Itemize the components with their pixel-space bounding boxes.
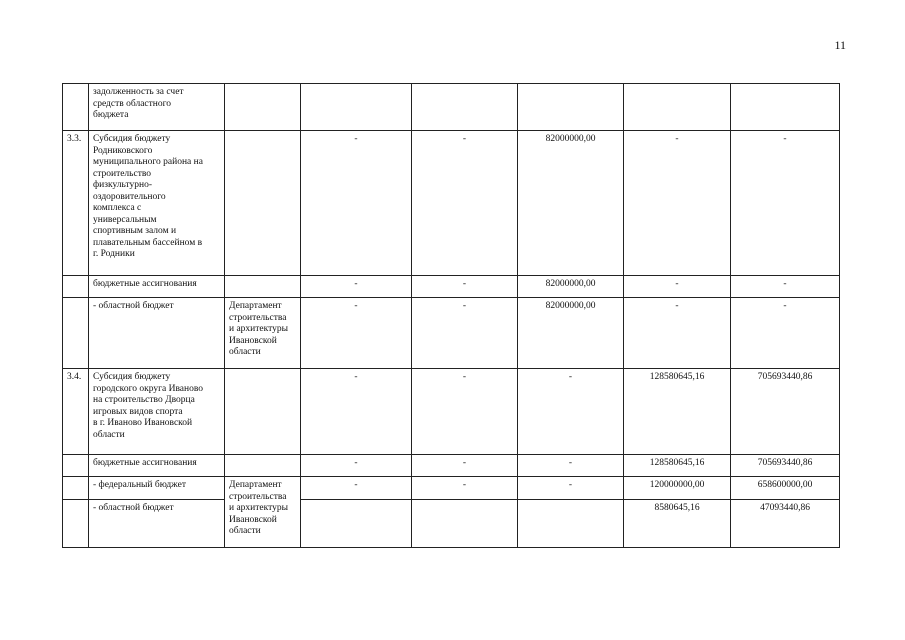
value-cell: - <box>731 131 840 276</box>
row-name: задолженность за счет средств областного бюджета <box>89 84 225 131</box>
value-cell: - <box>518 455 624 477</box>
value-cell <box>412 84 518 131</box>
table-row <box>63 500 840 548</box>
value-cell: 47093440,86 <box>731 500 840 548</box>
value-cell: - <box>412 455 518 477</box>
row-executor: Департамент строительства и архитектуры Ивановской области <box>225 477 301 548</box>
row-name: - федеральный бюджет <box>89 477 225 500</box>
table-row <box>63 131 840 276</box>
value-cell: 705693440,86 <box>731 369 840 455</box>
row-name: - областной бюджет <box>89 500 225 548</box>
value-cell: 8580645,16 <box>624 500 731 548</box>
value-cell: - <box>731 298 840 369</box>
value-cell: 82000000,00 <box>518 131 624 276</box>
value-cell: 82000000,00 <box>518 276 624 298</box>
budget-table <box>62 83 840 548</box>
value-cell <box>624 84 731 131</box>
value-cell: - <box>731 276 840 298</box>
value-cell: - <box>624 298 731 369</box>
table-row <box>63 84 840 131</box>
page-number: 11 <box>834 38 846 52</box>
value-cell <box>518 500 624 548</box>
value-cell: 128580645,16 <box>624 369 731 455</box>
value-cell: - <box>518 477 624 500</box>
value-cell <box>518 84 624 131</box>
row-name: бюджетные ассигнования <box>89 276 225 298</box>
row-name: - областной бюджет <box>89 298 225 369</box>
value-cell: - <box>301 131 412 276</box>
row-executor <box>225 369 301 455</box>
row-index <box>63 455 89 477</box>
value-cell: 120000000,00 <box>624 477 731 500</box>
value-cell: - <box>412 477 518 500</box>
table-row <box>63 276 840 298</box>
table-row <box>63 477 840 500</box>
value-cell: 658600000,00 <box>731 477 840 500</box>
value-cell: - <box>301 477 412 500</box>
row-index <box>63 276 89 298</box>
value-cell <box>301 84 412 131</box>
value-cell: - <box>518 369 624 455</box>
value-cell: 705693440,86 <box>731 455 840 477</box>
table-row <box>63 369 840 455</box>
table-row <box>63 298 840 369</box>
row-executor <box>225 455 301 477</box>
value-cell: - <box>301 455 412 477</box>
value-cell: - <box>301 276 412 298</box>
value-cell <box>412 500 518 548</box>
value-cell: - <box>412 131 518 276</box>
row-index: 3.4. <box>63 369 89 455</box>
row-executor <box>225 84 301 131</box>
row-executor: Департамент строительства и архитектуры Ивановской области <box>225 298 301 369</box>
row-index <box>63 298 89 369</box>
value-cell <box>301 500 412 548</box>
row-executor <box>225 276 301 298</box>
row-name: бюджетные ассигнования <box>89 455 225 477</box>
value-cell: - <box>624 131 731 276</box>
row-index: 3.3. <box>63 131 89 276</box>
row-name: Субсидия бюджету Родниковского муниципального района на строительство физкультурно- оздоровительного комплекса с универсальным спортивным залом и плавательным бассейном в г. Родники <box>89 131 225 276</box>
row-index <box>63 500 89 548</box>
value-cell: - <box>412 298 518 369</box>
value-cell <box>731 84 840 131</box>
value-cell: - <box>624 276 731 298</box>
value-cell: - <box>412 276 518 298</box>
table-row <box>63 455 840 477</box>
row-index <box>63 84 89 131</box>
row-executor <box>225 131 301 276</box>
value-cell: - <box>301 369 412 455</box>
value-cell: 128580645,16 <box>624 455 731 477</box>
row-index <box>63 477 89 500</box>
value-cell: - <box>301 298 412 369</box>
value-cell: 82000000,00 <box>518 298 624 369</box>
row-name: Субсидия бюджету городского округа Иваново на строительство Дворца игровых видов спорта в г. Иваново Ивановской области <box>89 369 225 455</box>
value-cell: - <box>412 369 518 455</box>
